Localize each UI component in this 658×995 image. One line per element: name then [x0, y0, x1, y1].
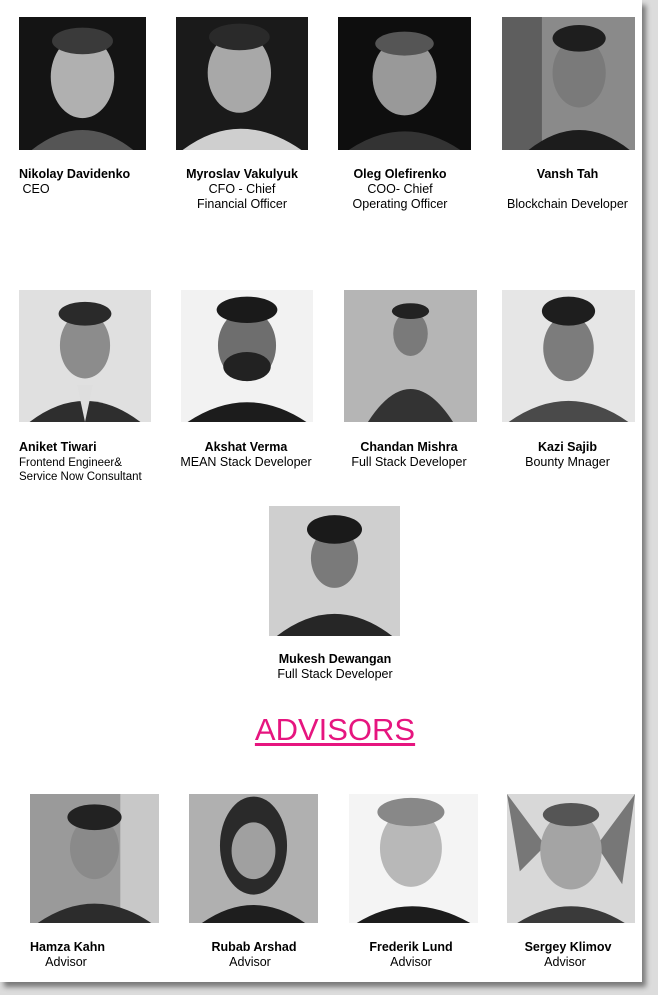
photo-frederik-lund [349, 794, 478, 923]
advisor-role: Advisor [45, 955, 87, 969]
advisor-name: Sergey Klimov [524, 940, 612, 954]
photo-sergey-klimov [507, 794, 635, 923]
advisor-name: Hamza Kahn [30, 940, 106, 954]
photo-nikolay-davidenko [19, 17, 146, 150]
photo-aniket-tiwari [19, 290, 151, 422]
member-role: Full Stack Developer [277, 667, 393, 681]
member-role: Blockchain Developer [507, 197, 628, 211]
advisor-role: Advisor [229, 955, 271, 969]
member-name: Mukesh Dewangan [278, 652, 392, 666]
member-role: CEO [19, 182, 50, 196]
advisor-name: Frederik Lund [369, 940, 453, 954]
member-role: Financial Officer [196, 197, 288, 211]
member-name: Aniket Tiwari [19, 440, 97, 454]
member-role: Bounty Mnager [525, 455, 610, 469]
member-role: Service Now Consultant [19, 471, 142, 483]
member-name: Oleg Olefirenko [353, 167, 447, 181]
member-role: Frontend Engineer& [19, 457, 122, 469]
photo-oleg-olefirenko [338, 17, 471, 150]
photo-myroslav-vakulyuk [176, 17, 308, 150]
member-name: Kazi Sajib [537, 440, 598, 454]
photo-rubab-arshad [189, 794, 318, 923]
advisor-role: Advisor [390, 955, 432, 969]
member-role: MEAN Stack Developer [180, 455, 312, 469]
photo-akshat-verma [181, 290, 313, 422]
member-name: Vansh Tah [536, 167, 599, 181]
member-name: Myroslav Vakulyuk [186, 167, 298, 181]
photo-kazi-sajib [502, 290, 635, 422]
advisors-heading: ADVISORS [254, 712, 416, 747]
member-role: Operating Officer [352, 197, 448, 211]
photo-mukesh-dewangan [269, 506, 400, 636]
advisor-name: Rubab Arshad [211, 940, 297, 954]
member-name: Akshat Verma [204, 440, 288, 454]
member-role: COO- Chief [367, 182, 433, 196]
photo-chandan-mishra [344, 290, 477, 422]
photo-hamza-kahn [30, 794, 159, 923]
member-role: CFO - Chief [208, 182, 276, 196]
advisor-role: Advisor [544, 955, 586, 969]
member-name: Chandan Mishra [360, 440, 458, 454]
member-role: Full Stack Developer [351, 455, 467, 469]
member-name: Nikolay Davidenko [19, 167, 131, 181]
photo-vansh-tah [502, 17, 635, 150]
